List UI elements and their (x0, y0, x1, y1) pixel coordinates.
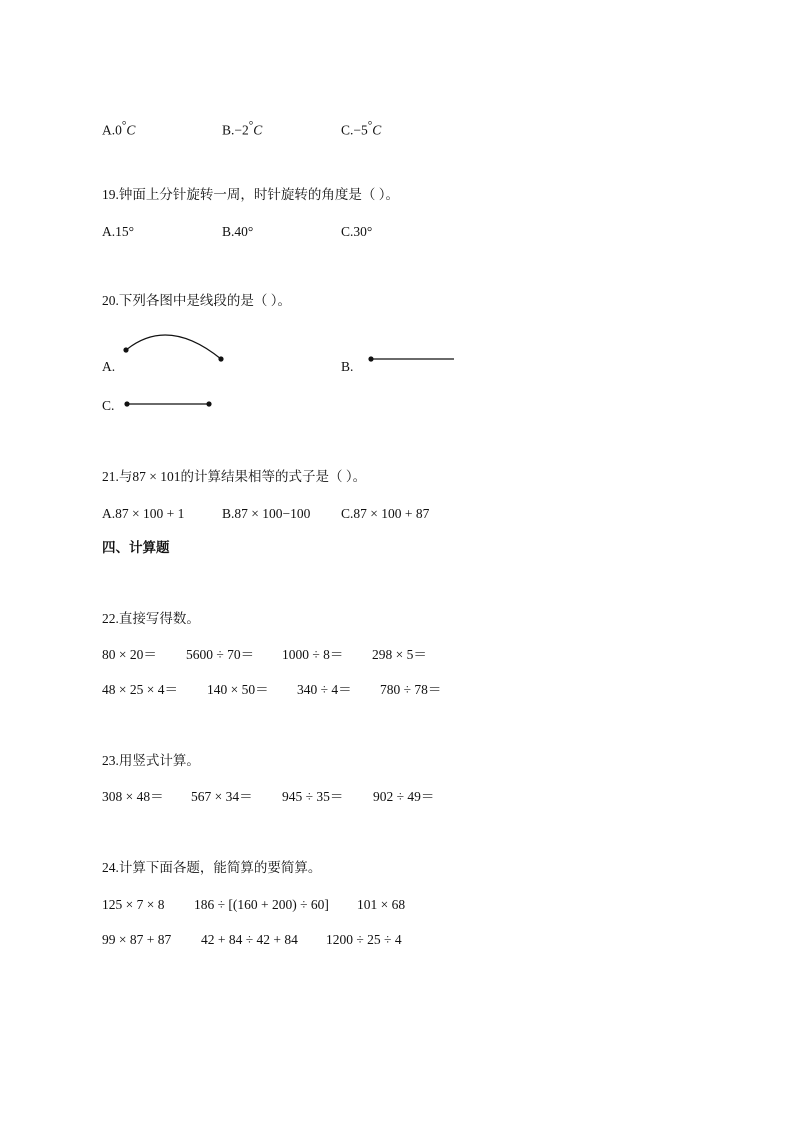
q24-item: 186 ÷ [(160 + 200) ÷ 60] (194, 897, 329, 912)
q20-stem: 20.下列各图中是线段的是（ ）。 (102, 293, 291, 308)
q22-item: 340 ÷ 4＝ (297, 682, 352, 697)
q20-option-b-label: B. (341, 359, 354, 374)
q22-item: 80 × 20＝ (102, 647, 157, 662)
q19-option-c: C.30° (341, 224, 373, 239)
q21-option-a: A.87 × 100 + 1 (102, 506, 185, 521)
q24-item: 1200 ÷ 25 ÷ 4 (326, 932, 402, 947)
q24-item: 99 × 87 + 87 (102, 932, 172, 947)
q22-item: 298 × 5＝ (372, 647, 427, 662)
q20-option-a-label: A. (102, 359, 116, 374)
q24-item: 101 × 68 (357, 897, 406, 912)
q20-figure-c-segment (122, 397, 217, 411)
q22-item: 5600 ÷ 70＝ (186, 647, 255, 662)
q18-option-c: C.−5°C (341, 120, 382, 138)
q23-item: 308 × 48＝ (102, 789, 164, 804)
q23-stem: 23.用竖式计算。 (102, 753, 200, 768)
q20-figure-b-ray (365, 352, 460, 366)
q22-item: 780 ÷ 78＝ (380, 682, 442, 697)
q23-item: 902 ÷ 49＝ (373, 789, 435, 804)
q18-option-a: A.0°C (102, 120, 136, 138)
q22-item: 48 × 25 × 4＝ (102, 682, 178, 697)
q24-item: 125 × 7 × 8 (102, 897, 165, 912)
q23-item: 945 ÷ 35＝ (282, 789, 344, 804)
q22-item: 140 × 50＝ (207, 682, 269, 697)
q20-figure-a-curve (120, 330, 230, 370)
q22-item: 1000 ÷ 8＝ (282, 647, 344, 662)
q21-option-c: C.87 × 100 + 87 (341, 506, 430, 521)
q24-item: 42 + 84 ÷ 42 + 84 (201, 932, 298, 947)
section-heading: 四、计算题 (102, 540, 170, 556)
q23-item: 567 × 34＝ (191, 789, 253, 804)
q20-option-c-label: C. (102, 398, 115, 413)
q19-stem: 19.钟面上分针旋转一周，时针旋转的角度是（ ）。 (102, 187, 399, 202)
q18-option-b: B.−2°C (222, 120, 263, 138)
q19-option-b: B.40° (222, 224, 254, 239)
q24-stem: 24.计算下面各题，能简算的要简算。 (102, 860, 322, 875)
q19-option-a: A.15° (102, 224, 135, 239)
q21-option-b: B.87 × 100−100 (222, 506, 311, 521)
q22-stem: 22.直接写得数。 (102, 611, 200, 626)
q21-stem: 21.与87 × 101的计算结果相等的式子是（ ）。 (102, 469, 367, 484)
